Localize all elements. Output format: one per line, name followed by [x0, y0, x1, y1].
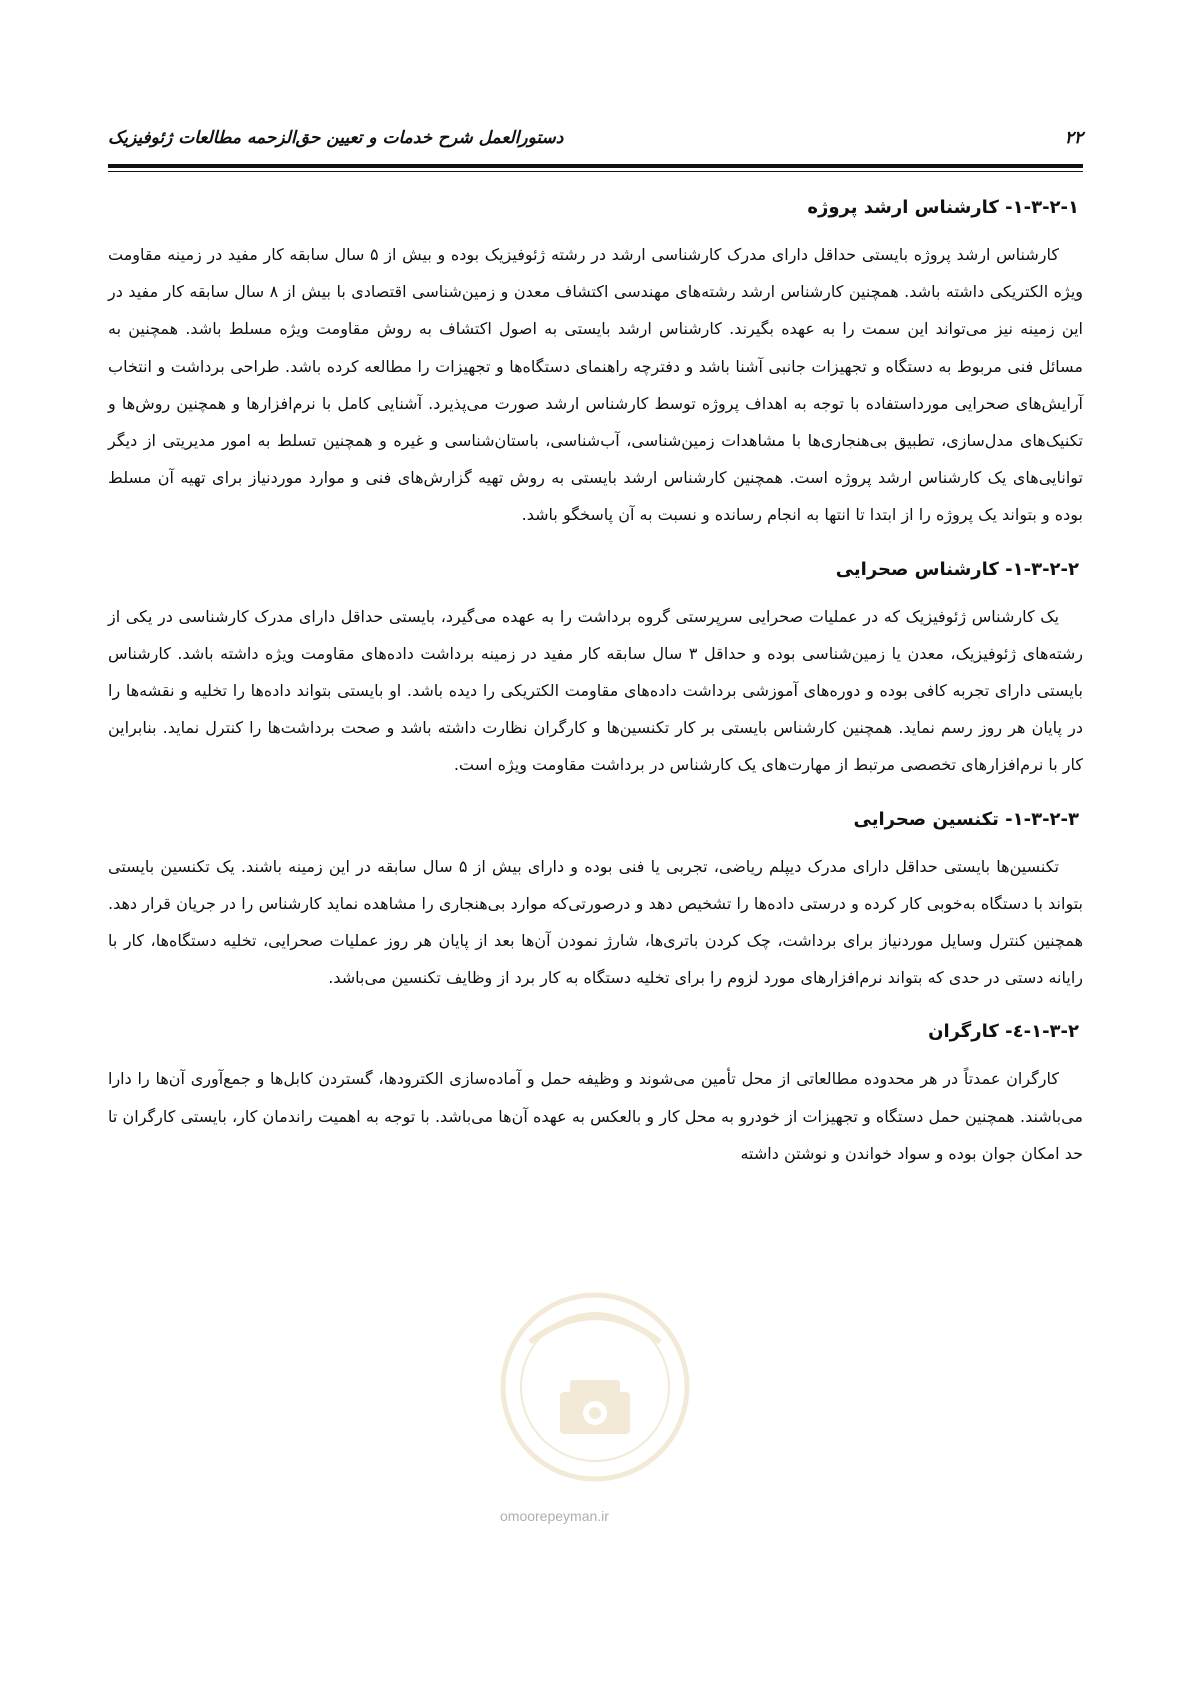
section-senior-expert [108, 188, 1083, 534]
section-paragraph: کارشناس ارشد پروژه بایستی حداقل دارای مدرک کارشناسی ارشد در رشته ژئوفیزیک بوده و بیش از ۵ سال سابقه کار مفید در زمینه مقاومت ویژه الکتریکی داشته باشد. همچنین کارشناس ارشد رشته‌های مهندسی اکتشاف معدن و زمین‌شناسی اقتصادی با بیش از ۸ سال سابقه کار مفید در این زمینه نیز می‌تواند این سمت را به عهده بگیرند. کارشناس ارشد بایستی به اصول اکتشاف به روش مقاومت ویژه مسلط باشد. همچنین به مسائل فنی مربوط به دستگاه و تجهیزات جانبی آشنا باشد و دفترچه راهنمای دستگاه‌ها و تجهیزات را مطالعه کرده باشد. طراحی برداشت و انتخاب آرایش‌های صحرایی مورداستفاده با توجه به اهداف پروژه توسط کارشناس ارشد صورت می‌پذیرد. آشنایی کامل با نرم‌افزارها و همچنین روش‌ها و تکنیک‌های مدل‌سازی، تطبیق بی‌هنجاری‌ها با مشاهدات زمین‌شناسی، آب‌شناسی، باستان‌شناسی و غیره و همچنین تسلط به امور مدیریتی از دیگر توانایی‌های یک کارشناس ارشد پروژه است. همچنین کارشناس ارشد بایستی به روش تهیه گزارش‌های فنی و موارد موردنیاز برای تهیه آن مسلط بوده و بتواند یک پروژه را از ابتدا تا انتها به انجام رسانده و نسبت به آن پاسخگو باشد. [108, 245, 1084, 525]
section-paragraph: تکنسین‌ها بایستی حداقل دارای مدرک دیپلم ریاضی، تجربی یا فنی بوده و دارای بیش از ۵ سال سابقه در این زمینه باشند. یک تکنسین بایستی بتواند با دستگاه به‌خوبی کار کرده و درستی داده‌ها را تشخیص دهد و درصورتی‌که موارد بی‌هنجاری را مشاهده نماید کارشناس را در جریان قرار دهد. همچنین کنترل وسایل موردنیاز برای برداشت، چک کردن باتری‌ها، شارژ نمودن آن‌ها بعد از پایان هر روز عملیات صحرایی، تخلیه دستگاه‌ها، کار با رایانه دستی در حدی که بتواند نرم‌افزارهای مورد لزوم را برای تخلیه دستگاه به کار برد از وظایف تکنسین می‌باشد. [108, 856, 1083, 988]
header-rule-thick [108, 164, 1083, 168]
page-body [108, 188, 1083, 1172]
section-field-expert [108, 550, 1083, 784]
section-workers [108, 1012, 1083, 1172]
running-title: دستورالعمل شرح خدمات و تعیین حق‌الزحمه مطالعات ژئوفیزیک [108, 128, 564, 148]
page-number: ۲۲ [1064, 128, 1083, 148]
section-heading: ۱-۳-۲-۲- کارشناس صحرایی [835, 558, 1079, 580]
section-field-technician [108, 800, 1083, 997]
section-paragraph: کارگران عمدتاً در هر محدوده مطالعاتی از محل تأمین می‌شوند و وظیفه حمل و آماده‌سازی الکترودها، گستردن کابل‌ها و جمع‌آوری آن‌ها را دارا می‌باشند. همچنین حمل دستگاه و تجهیزات از خودرو به محل کار و بالعکس به عهده آن‌ها می‌باشد. با توجه به اهمیت راندمان کار، بایستی کارگران تا حد امکان جوان بوده و سواد خواندن و نوشتن داشته [108, 1069, 1083, 1163]
page-header [108, 128, 1083, 158]
section-heading: ۱-۳-۲-۳- تکنسین صحرایی [853, 808, 1079, 830]
watermark-url: omoorepeyman.ir [500, 1508, 609, 1524]
section-heading: ۱-۳-۲-٤- کارگران [928, 1021, 1079, 1043]
header-rule-thin [108, 171, 1083, 172]
watermark-logo [490, 1282, 700, 1512]
section-heading: ۱-۳-۲-۱- کارشناس ارشد پروژه [807, 197, 1079, 218]
section-paragraph: یک کارشناس ژئوفیزیک که در عملیات صحرایی سرپرستی گروه برداشت را به عهده می‌گیرد، بایستی حداقل دارای مدرک کارشناسی در یکی از رشته‌های ژئوفیزیک، معدن یا زمین‌شناسی بوده و حداقل ۳ سال سابقه کار مفید در زمینه برداشت داده‌های مقاومت ویژه داشته باشد. کارشناس بایستی دارای تجربه کافی بوده و دوره‌های آموزشی برداشت داده‌های مقاومت الکتریکی را دیده باشد. او بایستی بتواند داده‌ها را تخلیه و نقشه‌ها را در پایان هر روز رسم نماید. همچنین کارشناس بایستی بر کار تکنسین‌ها و کارگران نظارت داشته باشد و صحت برداشت‌ها را کنترل نماید. بنابراین کار با نرم‌افزارهای تخصصی مرتبط از مهارت‌های یک کارشناس در برداشت مقاومت ویژه است. [108, 606, 1084, 775]
